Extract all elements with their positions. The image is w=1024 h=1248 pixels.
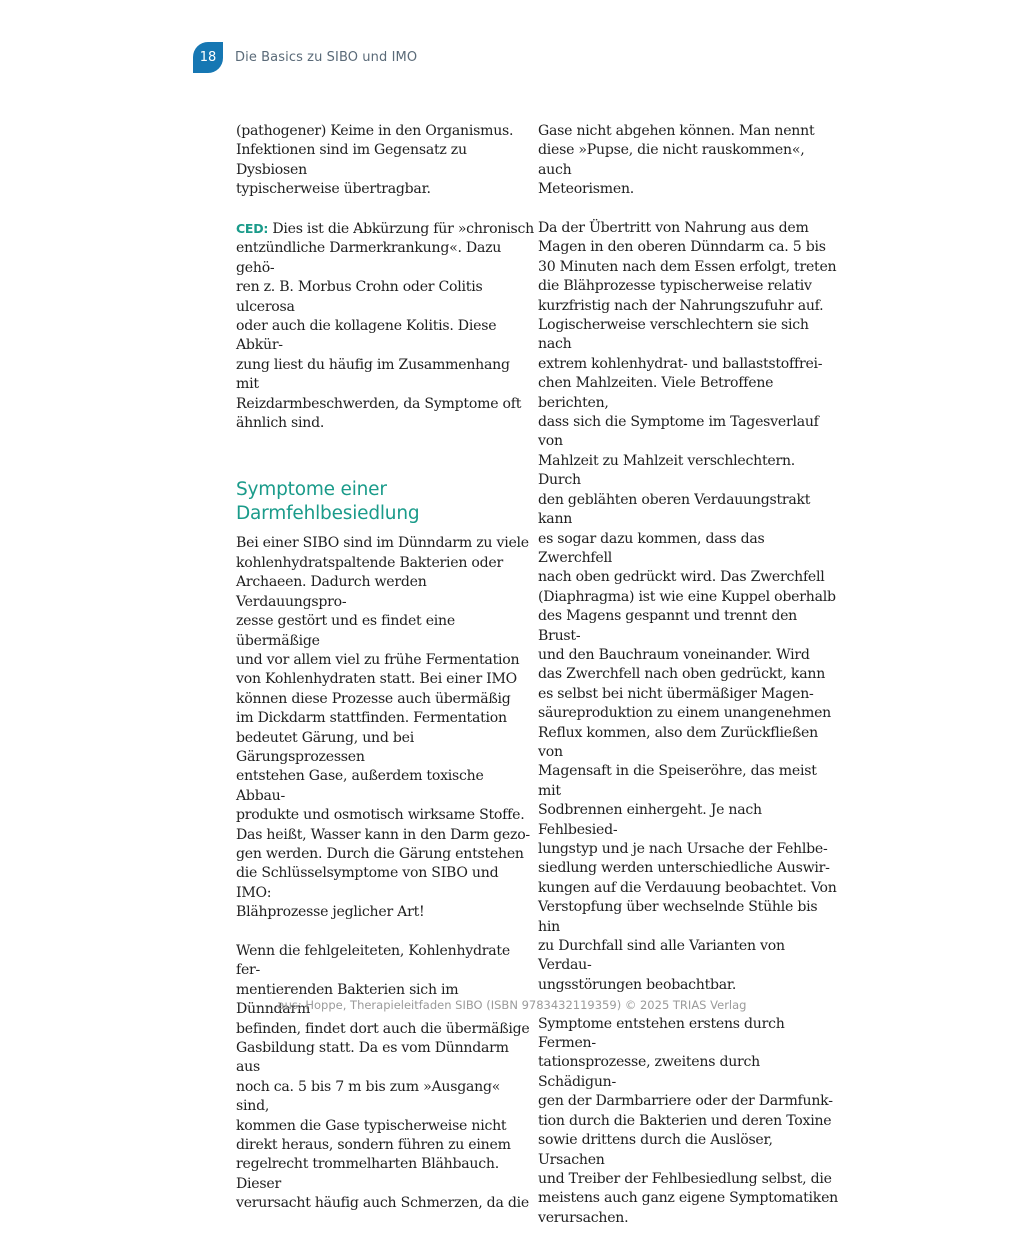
paragraph-pathogen-continuation: (pathogener) Keime in den Organismus. Infektionen sind im Gegensatz zu Dysbiosen typischerweise übertragbar.	[236, 123, 514, 198]
ced-term: CED:	[236, 221, 269, 237]
paragraph-gas-formation: Wenn die fehlgeleiteten, Kohlenhydrate fer- mentierenden Bakterien sich im Dünndarm befinden, findet dort auch die übermäßige Gasbildung statt. Da es vom Dünndarm aus noch ca. 5 bis 7 m bis zum »Ausgang« sind, kommen die Gase typischerweise nicht direkt heraus, sondern führen zu einem regelrecht trommelharten Blähbauch. Dieser verursacht häufig auch Schmerzen, da die	[236, 943, 530, 1212]
running-title: Die Basics zu SIBO und IMO	[235, 50, 418, 65]
page-header	[193, 42, 417, 73]
left-column	[236, 122, 536, 1233]
page-number-badge: 18	[193, 42, 223, 73]
ced-definition	[236, 219, 536, 433]
paragraph-symptom-causes: Symptome entstehen erstens durch Fermen- tationsprozesse, zweitens durch Schädigun- gen der Darmbarriere oder der Darmfunk- tion durch die Bakterien und deren Toxine sowie drittens durch die Auslöser, Ursachen und Treiber der Fehlbesiedlung selbst, die meistens auch ganz eigene Symptomatiken verursachen.	[538, 1015, 838, 1226]
paragraph-symptom-timing: Da der Übertritt von Nahrung aus dem Magen in den oberen Dünndarm ca. 5 bis 30 Minuten nach dem Essen erfolgt, treten die Blähprozesse typischerweise relativ kurzfristig nach der Nahrungszufuhr auf. Logischerweise verschlechtern sie sich nach extrem kohlenhydrat- und ballaststoffrei- chen Mahlzeiten. Viele Betroffene berichten, dass sich die Symptome im Tagesverlauf von Mahlzeit zu Mahlzeit verschlechtern. Durch den geblähten oberen Verdauungstrakt kann es sogar dazu kommen, dass das Zwerchfell nach oben gedrückt wird. Das Zwerchfell (Diaphragma) ist wie eine Kuppel oberhalb des Magens gespannt und trennt den Brust- und den Bauchraum voneinander. Wird das Zwerchfell nach oben gedrückt, kann es selbst bei nicht übermäßiger Magen- säureproduktion zu einem unangenehmen Reflux kommen, also dem Zurückfließen von Magensaft in die Speiseröhre, das meist mit Sodbrennen einhergeht. Je nach Fehlbesied- lungstyp und je nach Ursache der Fehlbe- siedlung werden unterschiedliche Auswir- kungen auf die Verdauung beobachtet. Von Verstopfung über wechselnde Stühle bis hin zu Durchfall sind alle Varianten von Verdau- ungsstörungen beobachtbar.	[538, 220, 837, 993]
ced-definition-text: Dies ist die Abkürzung für »chronisch entzündliche Darmerkrankung«. Dazu gehö- ren z. B. Morbus Crohn oder Colitis ulcerosa oder auch die kollagene Kolitis. Diese Abkür- zung liest du häufig im Zusammenhang mit Reizdarmbeschwerden, da Symptome oft ähnlich sind.	[236, 221, 534, 432]
section-heading: Symptome einer Darmfehlbesiedlung	[236, 479, 420, 525]
right-column	[538, 122, 838, 1248]
paragraph-meteorism: Gase nicht abgehen können. Man nennt diese »Pupse, die nicht rauskommen«, auch Meteorismen.	[538, 123, 815, 198]
paragraph-sibo-intro: Bei einer SIBO sind im Dünndarm zu viele kohlenhydratspaltende Bakterien oder Archaeen. Dadurch werden Verdauungspro- zesse gestört und es findet eine übermäßige und vor allem viel zu frühe Fermentation von Kohlenhydraten statt. Bei einer IMO können diese Prozesse auch übermäßig im Dickdarm stattfinden. Fermentation bedeutet Gärung, und bei Gärungsprozessen entstehen Gase, außerdem toxische Abbau- produkte und osmotisch wirksame Stoffe. Das heißt, Wasser kann in den Darm gezo- gen werden. Durch die Gärung entstehen die Schlüsselsymptome von SIBO und IMO: Blähprozesse jeglicher Art!	[236, 535, 530, 921]
copyright-footer: aus: Hoppe, Therapieleitfaden SIBO (ISBN 9783432119359) © 2025 TRIAS Verlag	[277, 998, 747, 1012]
